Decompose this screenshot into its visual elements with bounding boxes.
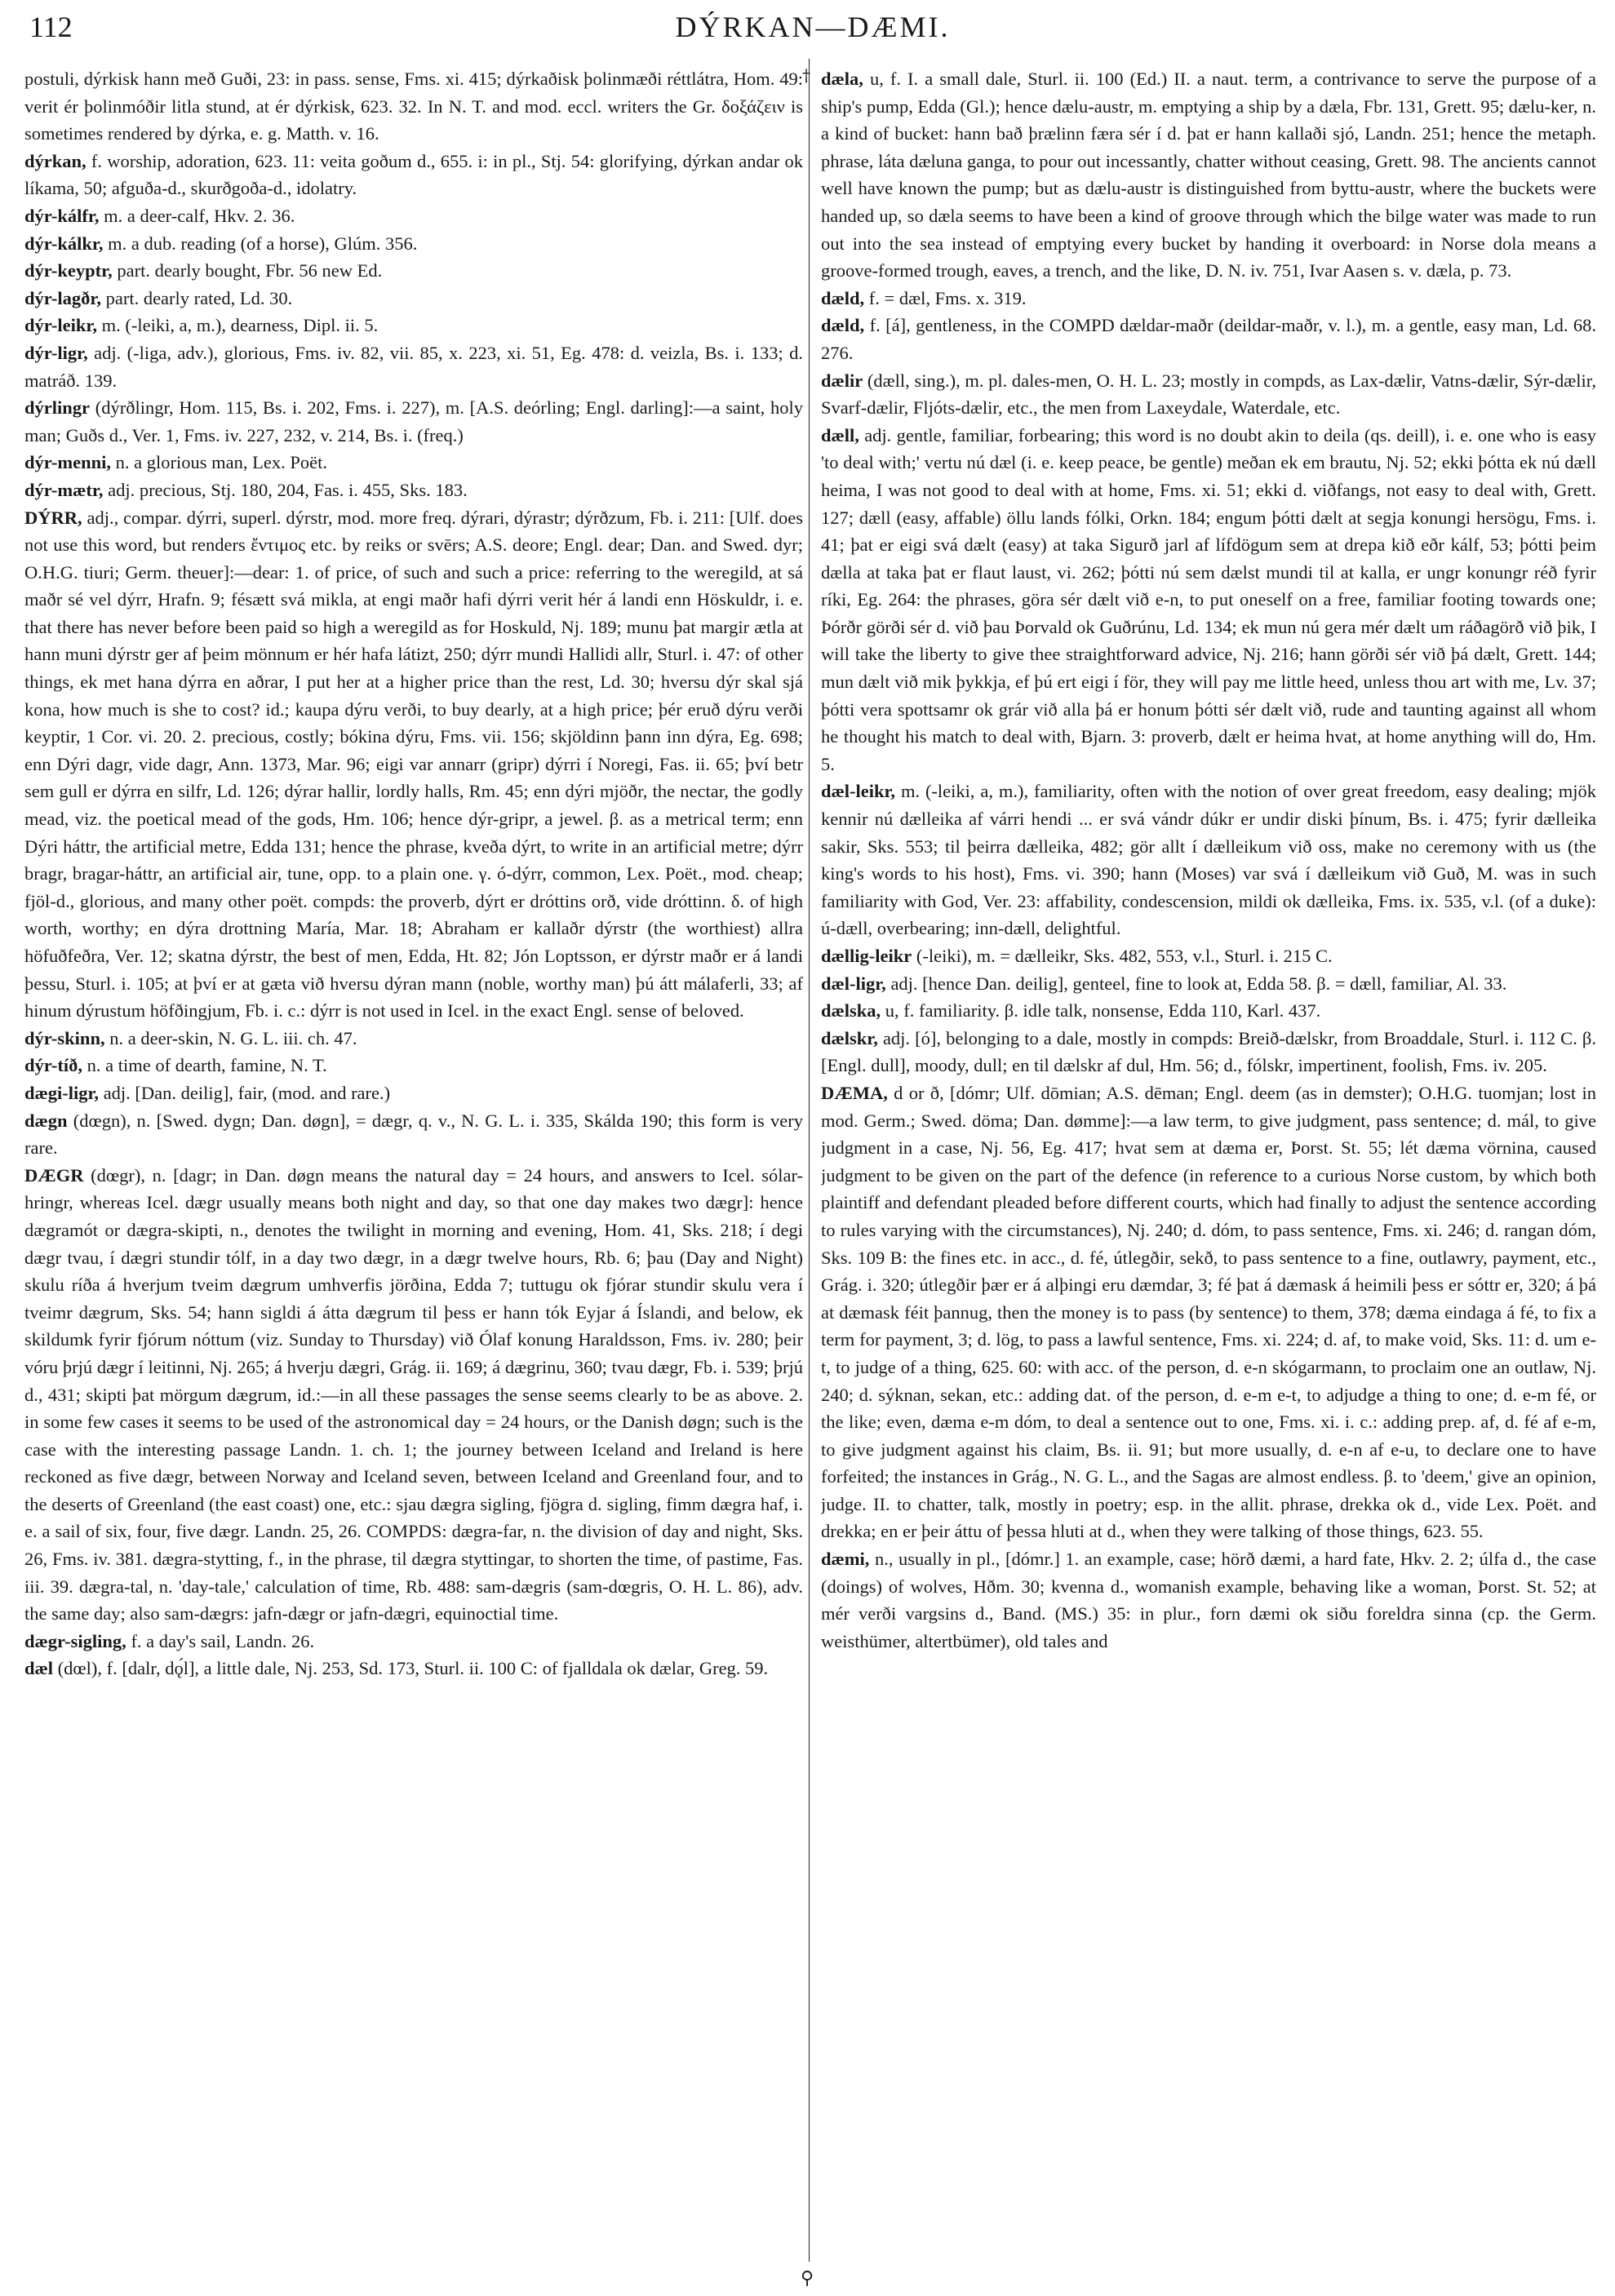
page-title: DÝRKAN—DÆMI. xyxy=(675,11,951,43)
entry-text: (dæll, sing.), m. pl. dales-men, O. H. L. 23; mostly in compds, as Lax-dælir, Vatns-dælir, Sýr-dælir, Svarf-dælir, Fljóts-dælir, etc., the men from Laxeydale, Waterdale, etc. xyxy=(821,370,1596,419)
dictionary-entry xyxy=(24,476,803,504)
entry-text: f. = dæl, Fms. x. 319. xyxy=(864,287,1027,308)
dictionary-entry xyxy=(24,449,803,476)
entry-text: adj. [ó], belonging to a dale, mostly in compds: Breið-dælskr, from Broaddale, Sturl. i. 112 C. β. [Engl. dull], moody, dull; en til dælskr af dul, Hm. 56; d., fólskr, impertinent, foolish, Fms. iv. 205. xyxy=(821,1027,1596,1076)
entry-headword: dæll, xyxy=(821,424,859,445)
entry-headword: dýrkan, xyxy=(24,150,87,171)
entry-headword: dýr-kálfr, xyxy=(24,205,100,226)
entry-text: n. a time of dearth, famine, N. T. xyxy=(82,1055,327,1076)
entry-headword: dælir xyxy=(821,370,863,391)
dictionary-entry xyxy=(821,778,1596,942)
dictionary-entry xyxy=(24,1628,803,1656)
entry-text: adj. (-liga, adv.), glorious, Fms. iv. 82, vii. 85, x. 223, xi. 51, Eg. 478: d. veizla, Bs. i. 133; d. matráð. 139. xyxy=(24,342,803,391)
entry-text: adj. [hence Dan. deilig], genteel, fine to look at, Edda 58. β. = dæll, familiar, Al. 33. xyxy=(885,973,1507,994)
column-mark-top-icon: † xyxy=(802,65,810,85)
entry-headword: dæmi, xyxy=(821,1549,870,1570)
entry-text: u, f. I. a small dale, Sturl. ii. 100 (Ed.) II. a naut. term, a contrivance to serve the purpose of a ship's pump, Edda (Gl.); hence dælu-austr, m. emptying a ship by a dæla, Fbr. 131, Grett. 95; dælu-ker, n. a kind of bucket: hann bað þrælinn færa sér í d. þat er hann kallaði sjó, Landn. 251; hence the metaph. phrase, láta dæluna ganga, to pour out incessantly, chatter without ceasing, Grett. 98. The ancients cannot well have known the pump; but as dælu-austr is distinguished from byttu-austr, where the buckets were handed up, so dæla seems to have been a kind of groove through which the bilge water was made to run out into the sea instead of emptying every bucket by handing it overboard: in Norse dola means a groove-formed trough, eaves, a trench, and the like, D. N. iv. 751, Ivar Aasen s. v. dæla, p. 73. xyxy=(821,69,1596,281)
dictionary-entry xyxy=(24,394,803,449)
entry-text: (dœl), f. [dalr, dǫ́l], a little dale, Nj. 253, Sd. 173, Sturl. ii. 100 C: of fjalldala ok dælar, Greg. 59. xyxy=(53,1658,769,1679)
entry-headword: dýr-lagðr, xyxy=(24,287,101,308)
entry-headword: dælska, xyxy=(821,1000,881,1022)
entry-headword: dæld, xyxy=(821,315,865,336)
entry-text: m. a dub. reading (of a horse), Glúm. 356. xyxy=(103,233,418,254)
dictionary-entry xyxy=(821,970,1596,998)
dictionary-entry xyxy=(24,230,803,258)
entry-text: u, f. familiarity. β. idle talk, nonsense, Edda 110, Karl. 437. xyxy=(881,1000,1321,1022)
dictionary-entry xyxy=(24,1107,803,1162)
entry-headword: dæld, xyxy=(821,287,865,308)
entry-text: adj. [Dan. deilig], fair, (mod. and rare.) xyxy=(99,1082,391,1103)
entry-headword: DÝRR, xyxy=(24,507,82,528)
entry-headword: dýr-ligr, xyxy=(24,342,88,363)
entry-text: f. a day's sail, Landn. 26. xyxy=(126,1630,315,1651)
entry-text: n. a deer-skin, N. G. L. iii. ch. 47. xyxy=(104,1027,357,1048)
entry-headword: dýr-skinn, xyxy=(24,1027,105,1048)
entry-headword: dýr-keyptr, xyxy=(24,260,113,281)
dictionary-entry xyxy=(821,312,1596,366)
entry-headword: dællig-leikr xyxy=(821,946,912,966)
right-column xyxy=(821,65,1596,2285)
entry-headword: DÆGR xyxy=(24,1164,84,1186)
dictionary-entry xyxy=(821,1079,1596,1545)
dictionary-entry xyxy=(24,285,803,312)
dictionary-entry xyxy=(821,65,1596,285)
entry-headword: dýr-tíð, xyxy=(24,1055,83,1076)
dictionary-entry xyxy=(24,312,803,339)
page-number: 112 xyxy=(29,11,73,43)
entry-text: m. (-leiki, a, m.), familiarity, often with the notion of over great freedom, easy dealing; mjök kennir nú dælleika af várri hendi ... er svá vándr dúkr er undir diski þínum, Bs. i. 475; fyrir dælleika sakir, Sks. 553; til þeirra dælleika, 482; gör allt í dælleikum við oss, make no ceremony with us (the king's words to his host), Fms. vi. 390; hann (Moses) var svá í dælleikum við Guð, M. was in such familiarity with God, Ver. 23: affability, condescension, mildi ok dælleika, Fms. ix. 535, v.l. (of a duke): ú-dæll, overbearing; inn-dæll, delightful. xyxy=(821,781,1596,939)
dictionary-entry xyxy=(24,202,803,230)
entry-headword: dýr-leikr, xyxy=(24,315,97,336)
dictionary-entry xyxy=(24,1162,803,1628)
dictionary-entry xyxy=(24,1655,803,1682)
entry-text: postuli, dýrkisk hann með Guði, 23: in pass. sense, Fms. xi. 415; dýrkaðisk þolinmæði réttlátra, Hom. 49: verit ér þolinmóðir litla stund, at ér dýrkisk, 623. 32. In N. T. and mod. eccl. writers the Gr. δοξάζειν is sometimes rendered by dýrka, e. g. Matth. v. 16. xyxy=(24,69,803,144)
entry-headword: dýrlingr xyxy=(24,397,91,419)
entry-text: (dœgr), n. [dagr; in Dan. døgn means the natural day = 24 hours, and answers to Icel. sólar-hringr, whereas Icel. dægr usually means both night and day, so that one day makes two dægr]: hence dægramót or dægra-skipti, n., denotes the twilight in morning and evening, Hom. 41, Sks. 218; í degi dægr tvau, í dægri stundir tólf, in a day two dægr, in a dægr twelve hours, Rb. 6; þau (Day and Night) skulu ríða á hverjum tveim dægrum umhverfis jörðina, Edda 7; tuttugu ok fjórar stundir skulu vera í tveimr dægrum, Sks. 54; hann sigldi á átta dægrum til þess er hann tók Eyjar á Íslandi, and below, ek skildumk fyrir fjórum nóttum (viz. Sunday to Thursday) við Ólaf konung Haraldsson, Fms. iv. 280; þeir vóru þrjú dægr í leitinni, Nj. 265; á hverju dægri, Grág. ii. 169; á dægrinu, 360; tvau dægr, Fb. i. 539; þrjú d., 431; skipti þat mörgum dægrum, id.:—in all these passages the sense seems clearly to be as above. 2. in some few cases it seems to be used of the astronomical day = 24 hours, or the Danish døgn; such is the case with the interesting passage Landn. 1. ch. 1; the journey between Iceland and Ireland is here reckoned as five dægr, between Norway and Iceland seven, between Iceland and Greenland four, and to the deserts of Greenland (the east coast) one, etc.: sjau dægra sigling, fjögra d. sigling, fimm dægra haf, i. e. a sail of six, four, five dægr. Landn. 25, 26. COMPDS: dægra-far, n. the division of day and night, Sks. 26, Fms. iv. 381. dægra-stytting, f., in the phrase, til dægra styttingar, to shorten the time, of pastime, Fas. iii. 39. dægra-tal, n. 'day-tale,' calculation of time, Rb. 488: sam-dægris (sam-dœgris, O. H. L. 86), adv. the same day; also sam-dægrs: jafn-dægr or jafn-dægri, equinoctial time. xyxy=(24,1164,803,1624)
entry-headword: dæl-leikr, xyxy=(821,781,896,802)
entry-text: m. (-leiki, a, m.), dearness, Dipl. ii. 5. xyxy=(96,315,379,336)
entry-headword: dælskr, xyxy=(821,1027,878,1048)
dictionary-entry xyxy=(24,1025,803,1053)
entry-headword: dæl xyxy=(24,1658,54,1679)
column-mark-bottom-icon: ⚲ xyxy=(801,2268,814,2289)
entry-text: part. dearly bought, Fbr. 56 new Ed. xyxy=(112,260,383,281)
entry-text: adj. precious, Stj. 180, 204, Fas. i. 455, Sks. 183. xyxy=(103,479,468,500)
entry-text: (dœgn), n. [Swed. dygn; Dan. døgn], = dægr, q. v., N. G. L. i. 335, Skálda 190; this form is very rare. xyxy=(24,1110,803,1159)
dictionary-entry xyxy=(24,1079,803,1107)
page-header xyxy=(29,10,1596,46)
entry-headword: DÆMA, xyxy=(821,1082,888,1103)
entry-headword: dægn xyxy=(24,1110,68,1131)
dictionary-entry xyxy=(821,285,1596,312)
dictionary-entry xyxy=(24,339,803,394)
entry-text: n. a glorious man, Lex. Poët. xyxy=(111,452,328,473)
entry-text: adj., compar. dýrri, superl. dýrstr, mod. more freq. dýrari, dýrastr; dýrðzum, Fb. i. 211: [Ulf. does not use this word, but renders ἔντιμος etc. by reiks or svērs; A.S. deore; Engl. dear; Dan. and Swed. dyr; O.H.G. tiuri; Germ. theuer]:—dear: 1. of price, of such and such a price: referring to the weregild, at sá maðr sé vel dýrr, Hrafn. 9; fésætt svá mikla, at engi maðr hafi dýrri verit hér á landi enn Höskuldr, i. e. that there has never before been paid so high a weregild as for Hoskuld, Nj. 189; munu þat margir ætla at hann muni dýrstr ger af þeim mönnum er hér hafa látizt, 250; dýrr mundi Hallidi allr, Sturl. i. 47: of other things, ek met hana dýrra en aðrar, I put her at a higher price than the rest, Ld. 30; hversu dýr skal sjá kona, how much is she to cost? id.; kaupa dýru verði, to buy dearly, at a high price; þér eruð dýru verði keyptir, 1 Cor. vi. 20. 2. precious, costly; bókina dýru, Fms. vii. 156; skjöldinn þann inn dýra, Eg. 698; enn Dýri dagr, vide dagr, Ann. 1373, Mar. 96; eigi var annarr (gripr) dýrri í Noregi, Fas. ii. 65; því betr sem gull er dýrra en silfr, Ld. 126; dýrar hallir, lordly halls, Rm. 45; enn dýri mjöðr, the nectar, the godly mead, viz. the poetical mead of the gods, Hm. 106; hence dýr-gripr, a jewel. β. as a metrical term; enn Dýri háttr, the artificial metre, Edda 131; hence the phrase, kveða dýrt, to write in an artificial metre; dýrr bragr, bragar-háttr, an artificial air, tune, opp. to a plain one. γ. ó-dýrr, common, Lex. Poët., mod. cheap; fjöl-d., glorious, and many other poët. compds: the proverb, dýrt er dróttins orð, vide dróttinn. δ. of high worth, worthy; en dýra drottning María, Mar. 18; Abraham er kallaðr dýrstr (the worthiest) allra höfuðfeðra, Ver. 12; skatna dýrstr, the best of men, Edda, Ht. 82; Jón Loptsson, er dýrstr maðr er á landi þessu, Sturl. i. 105; at því er at gæta við hversu dýran mann (noble, worthy man) þú átt málaferli, 33; af hinum dýrustum höfðingjum, Fb. i. c.: dýrr is not used in Icel. in the exact Engl. sense of beloved. xyxy=(24,507,803,1022)
entry-text: d or ð, [dómr; Ulf. dōmian; A.S. dēman; Engl. deem (as in demster); O.H.G. tuomjan; lost in mod. Germ.; Swed. döma; Dan. dømme]:—a law term, to give judgment, pass sentence; d. mál, to give judgment in a case, Nj. 56, Eg. 417; hvat sem at dæma er, Þorst. St. 55; lét dæma vörnina, caused judgment to be given on the part of the defence (in reference to a curious Norse custom, by which both plaintiff and defendant pleaded before different courts, which had finally to adjust the sentence according to rules varying with the circumstances), Nj. 240; d. dóm, to pass sentence, Fms. xi. 246; d. rangan dóm, Sks. 109 B: the fines etc. in acc., d. fé, útlegðir, sekð, to pass sentence to a fine, outlawry, payment, etc., Grág. i. 320; útlegðir þær er á alþingi eru dæmdar, 3; fé þat á dæmask á heimili þess er sóttr er, 320; á þá at dæmask féit þannug, then the money is to pass (by sentence) to them, 378; dæma eindaga á fé, to fix a term for payment, 3; d. lög, to pass a lawful sentence, Fms. xi. 224; d. af, to make void, Sks. 11: d. um e-t, to judge of a thing, 625. 60: with acc. of the person, d. e-n skógarmann, to proclaim one an outlaw, Nj. 240; d. sýknan, sekan, etc.: adding dat. of the person, d. e-m e-t, to adjudge a thing to one; d. e-m fé, or the like; even, dæma e-m dóm, to deal a sentence out to one, Fms. xi. i. c.: adding prep. af, d. fé af e-m, to give judgment against his claim, Bs. ii. 91; but more usually, d. e-n af e-u, to declare one to have forfeited; the instances in Grág., N. G. L., and the Sagas are almost endless. β. to 'deem,' give an opinion, judge. II. to chatter, talk, mostly in poetry; esp. in the allit. phrase, drekka ok d., vide Lex. Poët. and drekka; en er þeir áttu of þessa hluti at d., when they were talking of those things, 623. 55. xyxy=(821,1082,1596,1542)
entry-text: (dýrðlingr, Hom. 115, Bs. i. 202, Fms. i. 227), m. [A.S. deórling; Engl. darling]:—a saint, holy man; Guðs d., Ver. 1, Fms. iv. 227, 232, v. 214, Bs. i. (freq.) xyxy=(24,397,803,445)
entry-text: adj. gentle, familiar, forbearing; this word is no doubt akin to deila (qs. deill), i. e. one who is easy 'to deal with;' vertu nú dæl (i. e. keep peace, be gentle) meðan ek em brautu, Nj. 52; ekki þótta ek nú dæll heima, I was not good to deal with at home, Fms. xi. 51; ekki d. viðfangs, not easy to deal with, Grett. 127; dæll (easy, affable) öllu lands fólki, Orkn. 184; engum þótti dælt at segja konungi hersögu, Fms. i. 41; þat er eigi svá dælt (easy) at taka Sigurð jarl af lífdögum sem at drepa kið eðr kálf, 53; þótti þeim dælla at taka þat er flaut laust, vi. 262; þótti nú sem dælst mundi til at kalla, er ungr konungr réð fyrir ríki, Eg. 264: the phrases, göra sér dælt við e-n, to put oneself on a free, familiar footing towards one; Þórðr görði sér d. við þau Þorvald ok Guðrúnu, Ld. 134; ek mun nú gera mér dælt um ráðagörð við þik, I will take the liberty to give thee straightforward advice, Nj. 216; hann görði sér við þá dælt, Grett. 144; mun dælt við mik þykkja, ef þú ert eigi í för, they will pay me little heed, unless thou art with me, Lv. 37; þótti vera spottsamr ok grár við alla þá er honum þótti sér dælt við, rude and taunting against all whom he thought his match to deal with, Bjarn. 3: proverb, dælt er heima hvat, at home anything will do, Hm. 5. xyxy=(821,424,1596,774)
dictionary-entry xyxy=(821,367,1596,422)
entry-headword: dægr-sigling, xyxy=(24,1630,126,1651)
dictionary-entry xyxy=(821,997,1596,1025)
dictionary-entry xyxy=(24,65,803,148)
entry-text: (-leiki), m. = dælleikr, Sks. 482, 553, v.l., Sturl. i. 215 C. xyxy=(912,946,1333,966)
entry-headword: dýr-kálkr, xyxy=(24,233,104,254)
column-divider xyxy=(809,59,810,2262)
entry-headword: dæl-ligr, xyxy=(821,973,886,994)
dictionary-entry xyxy=(24,257,803,285)
entry-text: f. [á], gentleness, in the COMPD dældar-maðr (deildar-maðr, v. l.), m. a gentle, easy man, Ld. 68. 276. xyxy=(821,315,1596,363)
dictionary-entry xyxy=(24,504,803,1025)
dictionary-entry xyxy=(821,942,1596,970)
dictionary-entry xyxy=(821,1545,1596,1655)
entry-text: m. a deer-calf, Hkv. 2. 36. xyxy=(99,205,295,226)
left-column xyxy=(24,65,803,2285)
entry-headword: dæla, xyxy=(821,69,863,89)
entry-headword: dægi-ligr, xyxy=(24,1082,100,1103)
entry-text: n., usually in pl., [dómr.] 1. an example, case; hörð dæmi, a hard fate, Hkv. 2. 2; úlfa d., the case (doings) of wolves, Hðm. 30; kvenna d., womanish example, behaving like a woman, Þorst. St. 52; at mér verði vargsins d., Band. (MS.) 35: in plur., forn dæmi ok siðu foreldra sinna (cp. the Germ. weisthümer, altertbümer), old tales and xyxy=(821,1549,1596,1651)
dictionary-entry xyxy=(821,1025,1596,1079)
dictionary-entry xyxy=(24,1052,803,1079)
dictionary-entry xyxy=(821,422,1596,778)
entry-text: f. worship, adoration, 623. 11: veita goðum d., 655. i: in pl., Stj. 54: glorifying, dýrkan andar ok líkama, 50; afguða-d., skurðgoða-d., idolatry. xyxy=(24,150,803,199)
dictionary-entry xyxy=(24,148,803,202)
entry-headword: dýr-mætr, xyxy=(24,479,104,500)
entry-text: part. dearly rated, Ld. 30. xyxy=(100,287,293,308)
entry-headword: dýr-menni, xyxy=(24,452,112,473)
